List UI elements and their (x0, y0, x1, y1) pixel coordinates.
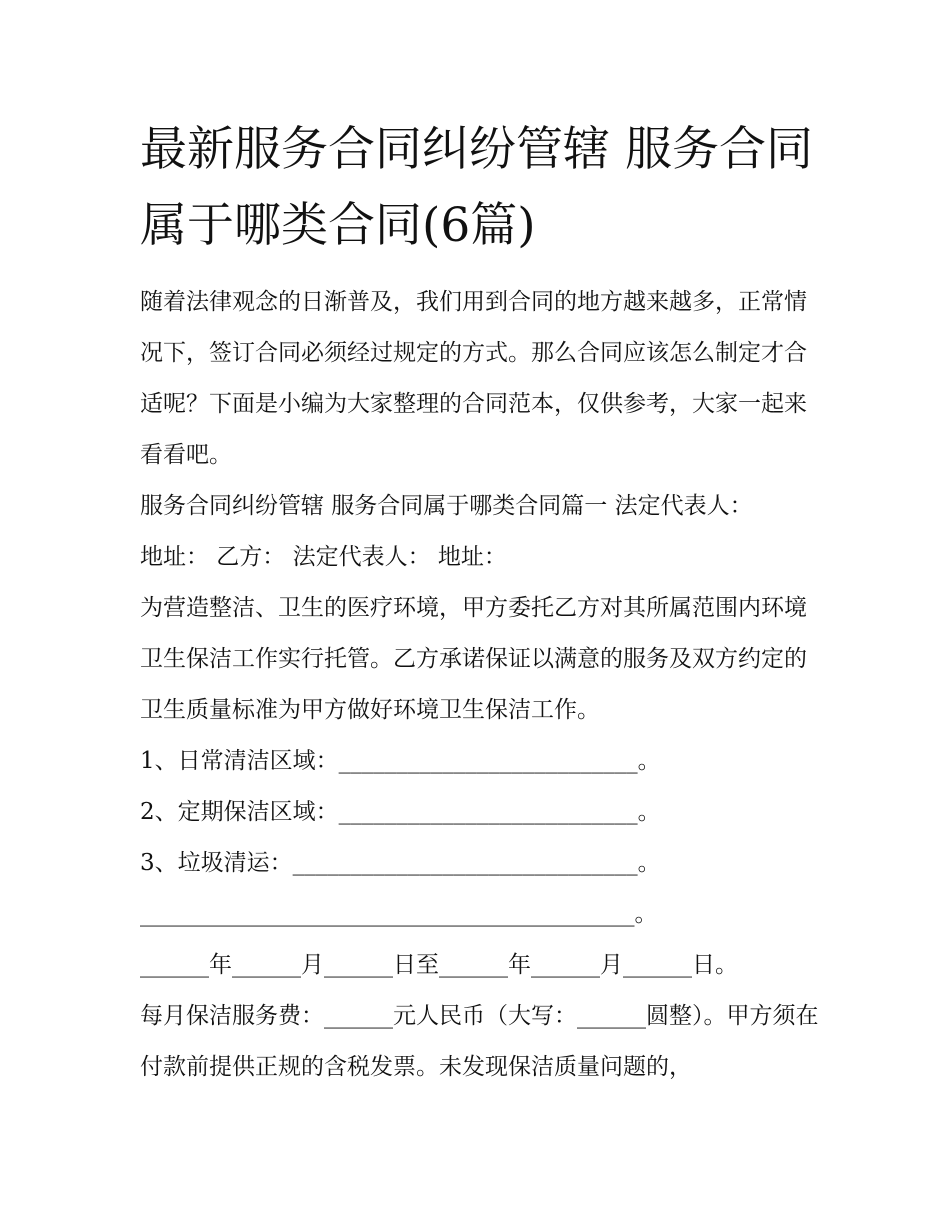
clause-daily-cleaning-area: 1、日常清洁区域：__________________________。 (140, 748, 661, 774)
purpose-paragraph: 为营造整洁、卫生的医疗环境，甲方委托乙方对其所属范围内环境卫生保洁工作实行托管。乙方承诺保证以满意的服务及双方约定的卫生质量标准为甲方做好环境卫生保洁工作。 (140, 595, 807, 723)
section-heading-paragraph: 服务合同纠纷管辖 服务合同属于哪类合同篇一 法定代表人： (140, 493, 753, 519)
intro-paragraph: 随着法律观念的日渐普及，我们用到合同的地方越来越多，正常情况下，签订合同必须经过规定的方式。那么合同应该怎么制定才合适呢？下面是小编为大家整理的合同范本，仅供参考，大家一起来看看吧。 (140, 289, 807, 468)
date-range-line: ______年______月______日至______年______月______日。 (140, 952, 738, 978)
blank-line: ___________________________________________。 (140, 901, 658, 927)
document-title: 最新服务合同纠纷管辖 服务合同属于哪类合同(6篇) (140, 122, 813, 253)
clause-periodic-cleaning-area: 2、定期保洁区域：__________________________。 (140, 799, 661, 825)
parties-address-paragraph: 地址： 乙方： 法定代表人： 地址： (140, 544, 507, 570)
clause-garbage-removal: 3、垃圾清运：______________________________。 (140, 850, 661, 876)
service-fee-paragraph: 每月保洁服务费：______元人民币（大写：______圆整）。甲方须在付款前提供正规的含税发票。未发现保洁质量问题的， (140, 1003, 819, 1080)
document-body (140, 277, 820, 1093)
